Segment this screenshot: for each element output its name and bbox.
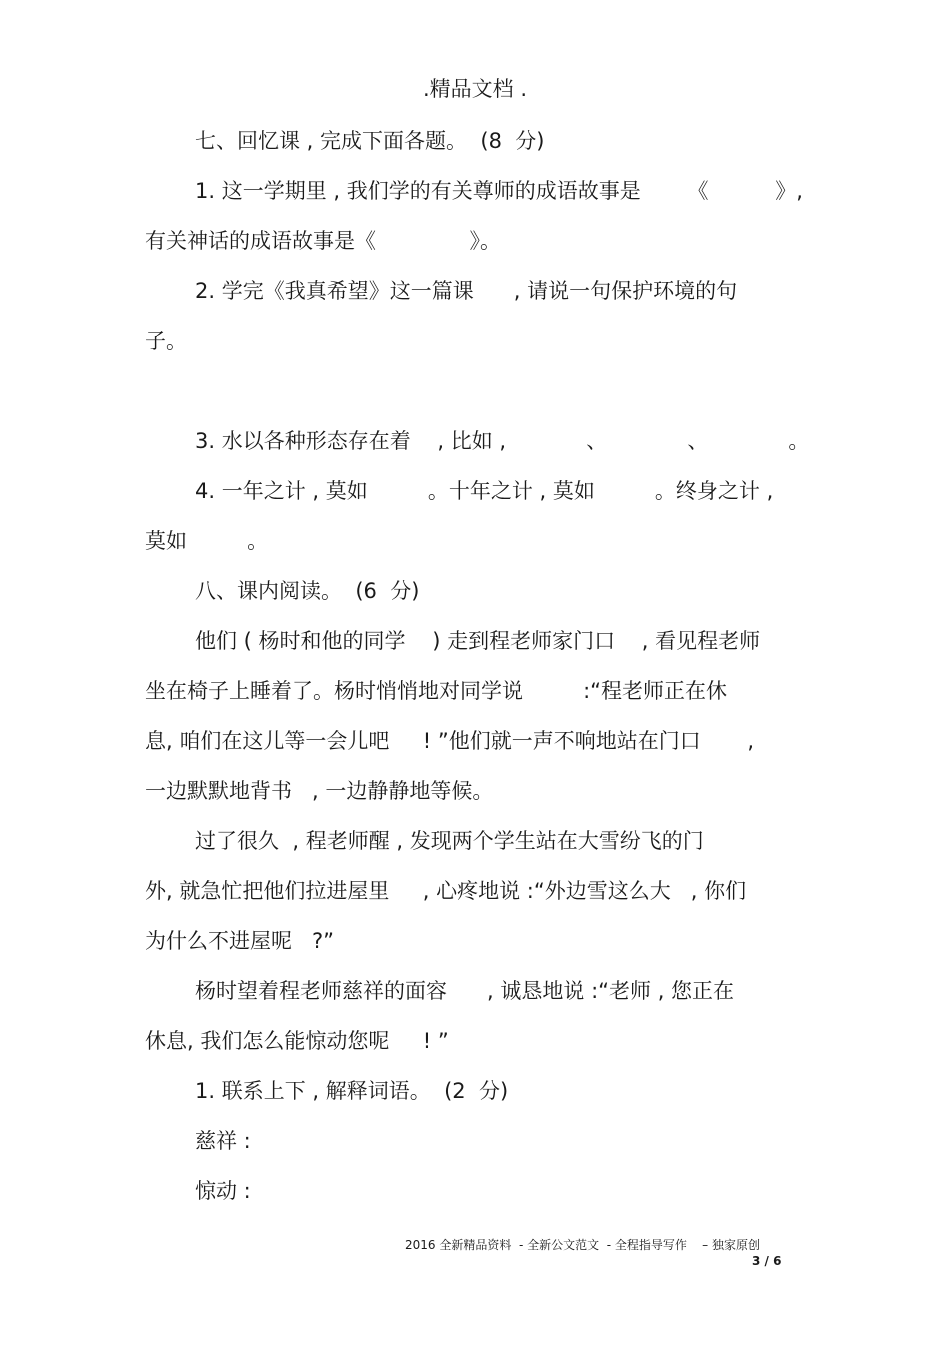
footer-text: 2016 全新精品资料 - 全新公文范文 - 全程指导写作 – 独家原创 [405,1238,760,1252]
text-line-p1-line4: 一边默默地背书 , 一边静静地等候。 [145,779,494,803]
text-line-p3-line2: 休息, 我们怎么能惊动您呢 ! ” [145,1029,449,1053]
text-line-p1-line1: 他们 ( 杨时和他的同学 ) 走到程老师家门口 , 看见程老师 [195,629,761,653]
text-line-sec8-title: 八、课内阅读。 (6 分) [195,579,420,603]
text-line-p3-line1: 杨时望着程老师慈祥的面容 , 诚恳地说 :“老师 , 您正在 [195,979,735,1003]
text-line-p1-line2: 坐在椅子上睡着了。杨时悄悄地对同学说 :“程老师正在休 [145,679,728,703]
text-line-p2-line3: 为什么不进屋呢 ?” [145,929,335,953]
text-line-r1-word1: 慈祥 : [195,1129,251,1153]
text-line-p1-line3: 息, 咱们在这儿等一会儿吧 ! ”他们就一声不响地站在门口 , [145,729,755,753]
text-line-p2-line1: 过了很久 , 程老师醒 , 发现两个学生站在大雪纷飞的门 [195,829,704,853]
text-line-q2-line1: 2. 学完《我真希望》这一篇课 , 请说一句保护环境的句 [195,279,738,303]
text-line-q2-line2: 子。 [145,329,187,353]
text-line-p2-line2: 外, 就急忙把他们拉进屋里 , 心疼地说 :“外边雪这么大 , 你们 [145,879,747,903]
text-line-q1-line2: 有关神话的成语故事是《 》。 [145,229,501,253]
page-header: .精品文档 . [422,77,528,101]
text-line-q3-line1: 3. 水以各种形态存在着 , 比如 , 、 、 。 [195,429,810,453]
page-number: 3 / 6 [752,1254,782,1268]
text-line-r1-title: 1. 联系上下 , 解释词语。 (2 分) [195,1079,509,1103]
text-line-sec7-title: 七、回忆课 , 完成下面各题。 (8 分) [195,129,545,153]
text-line-q1-line1: 1. 这一学期里 , 我们学的有关尊师的成语故事是 《 》, [195,179,803,203]
text-line-q4-line1: 4. 一年之计 , 莫如 。十年之计 , 莫如 。终身之计 , [195,479,774,503]
text-line-q4-line2: 莫如 。 [145,529,269,553]
text-line-r1-word2: 惊动 : [195,1179,251,1203]
